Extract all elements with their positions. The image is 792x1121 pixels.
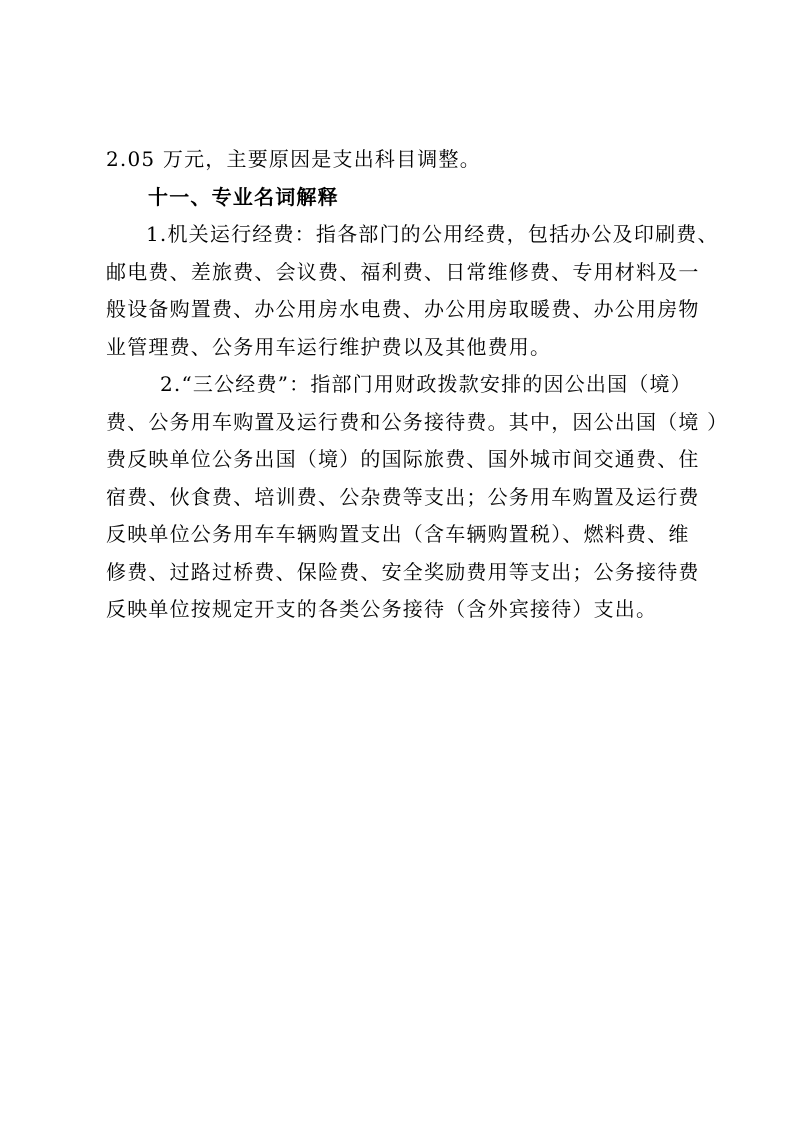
paragraph-line: 邮电费、差旅费、会议费、福利费、日常维修费、专用材料及一 (106, 259, 700, 284)
section-heading: 十一、专业名词解释 (148, 184, 339, 209)
paragraph-line: 1.机关运行经费：指各部门的公用经费，包括办公及印刷费、 (146, 222, 719, 246)
document-body (106, 141, 729, 629)
paragraph-line: 费、公务用车购置及运行费和公务接待费。其中，因公出国（境 ） (106, 409, 729, 434)
paragraph-line: 修费、过路过桥费、保险费、安全奖励费用等支出；公务接待费 (106, 559, 700, 584)
paragraph-line: 反映单位按规定开支的各类公务接待（含外宾接待）支出。 (106, 597, 658, 621)
paragraph-line: 2.05 万元，主要原因是支出科目调整。 (106, 147, 481, 171)
paragraph-line: 宿费、伙食费、培训费、公杂费等支出；公务用车购置及运行费 (106, 484, 700, 509)
paragraph-line: 反映单位公务用车车辆购置支出（含车辆购置税）、燃料费、维 (106, 522, 690, 546)
paragraph-line: 2.“三公经费”：指部门用财政拨款安排的因公出国（境） (160, 372, 692, 396)
paragraph-definition-1 (106, 216, 719, 366)
paragraph-line: 业管理费、公务用车运行维护费以及其他费用。 (106, 334, 552, 359)
paragraph-line: 般设备购置费、办公用房水电费、办公用房取暖费、办公用房物 (106, 297, 700, 321)
paragraph-line: 费反映单位公务出国（境）的国际旅费、国外城市间交通费、住 (106, 447, 700, 471)
paragraph-definition-2 (106, 366, 729, 629)
